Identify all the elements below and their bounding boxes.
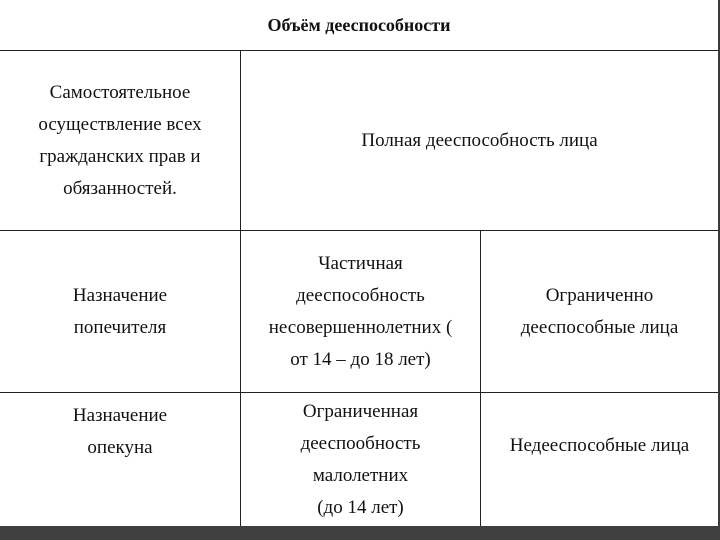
row2-left-cell: Назначение попечителя	[72, 284, 168, 338]
row3-right-cell: Недееспособные лица	[509, 435, 690, 456]
row3-middle-cell: Ограниченная дееспообность малолетних (до 14 лет)	[300, 400, 421, 518]
row3-left-cell: Назначение опекуна	[72, 405, 168, 458]
row2-middle-cell: Частичная дееспособность несовершеннолетних ( от 14 – до 18 лет)	[268, 252, 453, 370]
row1-left-cell: Самостоятельное осуществление всех гражданских прав и обязанностей.	[38, 81, 202, 199]
table-title: Объём дееспособности	[267, 15, 451, 35]
row2-right-cell: Ограниченно дееспособные лица	[520, 284, 679, 338]
row1-middle-cell: Полная дееспособность лица	[361, 129, 598, 151]
